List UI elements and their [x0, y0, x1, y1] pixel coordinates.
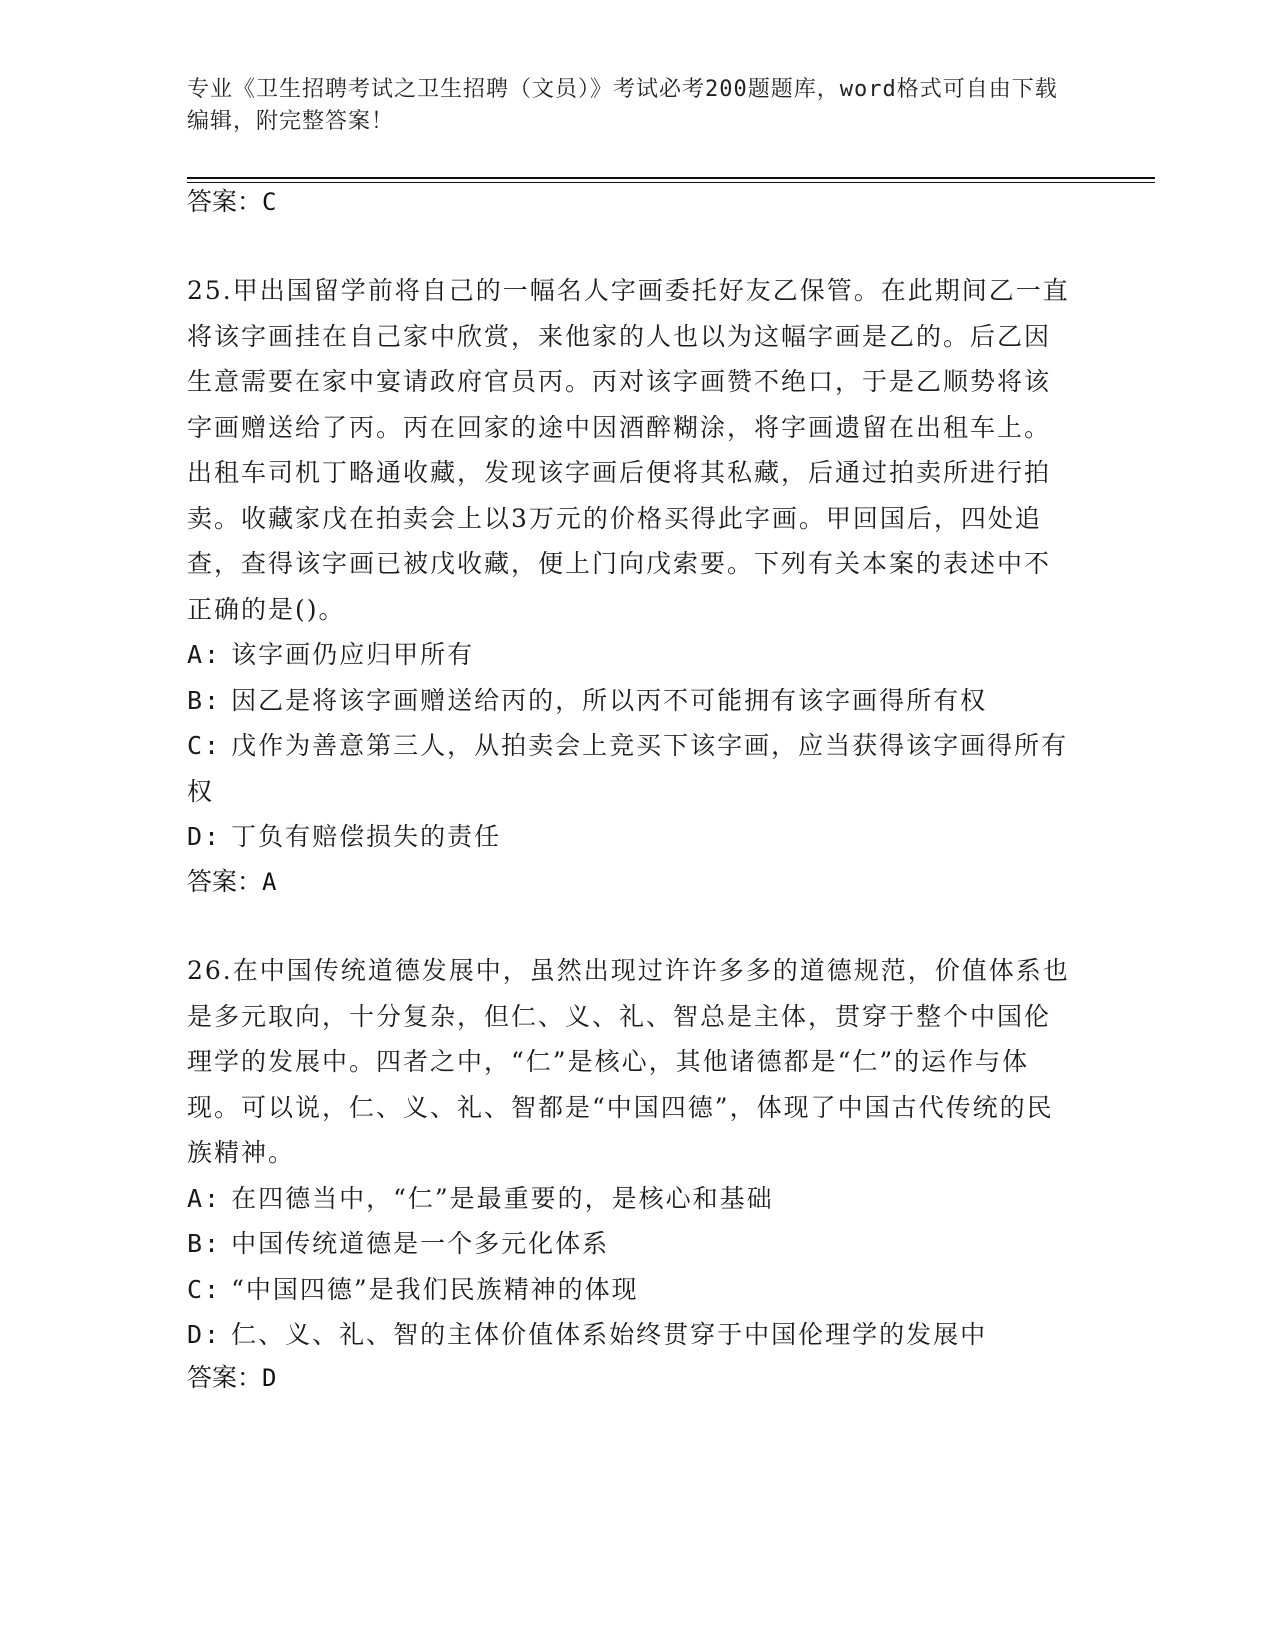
option-b: [187, 1221, 1077, 1267]
option-key: A:: [187, 1183, 222, 1213]
option-d: [187, 814, 1077, 860]
option-b: [187, 678, 1077, 724]
answer-value: A: [262, 868, 277, 896]
option-a: [187, 632, 1077, 678]
header-divider-thick: [187, 177, 1155, 179]
question-text: 甲出国留学前将自己的一幅名人字画委托好友乙保管。在此期间乙一直将该字画挂在自己家中欣赏，来他家的人也以为这幅字画是乙的。后乙因生意需要在家中宴请政府官员丙。丙对该字画赞不绝口，于是乙顺势将该字画赠送给了丙。丙在回家的途中因酒醉糊涂，将字画遗留在出租车上。出租车司机丁略通收藏，发现该字画后便将其私藏，后通过拍卖所进行拍卖。收藏家戊在拍卖会上以3万元的价格买得此字画。甲回国后，四处追查，查得该字画已被戊收藏，便上门向戊索要。下列有关本案的表述中不正确的是()。: [187, 276, 1070, 624]
option-key: C:: [187, 731, 222, 760]
question-stem: [187, 948, 1077, 1176]
option-text: “中国四德”是我们民族精神的体现: [231, 1274, 639, 1304]
answer-25: [187, 866, 276, 898]
option-key: C:: [187, 1274, 222, 1304]
answer-26: [187, 1362, 276, 1394]
option-text: 丁负有赔偿损失的责任: [231, 822, 502, 851]
option-d: [187, 1312, 1077, 1358]
option-c: [187, 1267, 1077, 1313]
question-text: 在中国传统道德发展中，虽然出现过许许多多的道德规范，价值体系也是多元取向，十分复杂，但仁、义、礼、智总是主体，贯穿于整个中国伦理学的发展中。四者之中，“仁”是核心，其他诸德都是“仁”的运作与体现。可以说，仁、义、礼、智都是“中国四德”，体现了中国古代传统的民族精神。: [187, 956, 1070, 1167]
question-25: [187, 268, 1077, 860]
option-key: B:: [187, 685, 222, 715]
answer-previous: [187, 186, 276, 218]
answer-label: 答案：: [187, 1363, 263, 1392]
question-number: 26.: [187, 956, 233, 985]
option-text: 仁、义、礼、智的主体价值体系始终贯穿于中国伦理学的发展中: [231, 1320, 988, 1349]
option-text: 戊作为善意第三人，从拍卖会上竞买下该字画，应当获得该字画得所有权: [187, 731, 1069, 806]
option-text: 因乙是将该字画赠送给丙的，所以丙不可能拥有该字画得所有权: [231, 685, 988, 715]
option-key: B:: [187, 1229, 222, 1258]
header-divider-thin: [187, 182, 1155, 183]
answer-label: 答案：: [187, 867, 263, 896]
document-header: 专业《卫生招聘考试之卫生招聘（文员）》考试必考200题题库，word格式可自由下载编辑，附完整答案！: [187, 77, 1058, 134]
option-key: A:: [187, 640, 222, 669]
option-text: 中国传统道德是一个多元化体系: [231, 1229, 610, 1258]
question-26: [187, 948, 1077, 1358]
option-c: [187, 723, 1077, 814]
option-text: 该字画仍应归甲所有: [231, 640, 475, 669]
option-text: 在四德当中，“仁”是最重要的，是核心和基础: [231, 1183, 774, 1213]
answer-label: 答案：: [187, 187, 263, 216]
option-a: [187, 1176, 1077, 1222]
question-stem: [187, 268, 1077, 632]
option-key: D:: [187, 1320, 222, 1349]
answer-value: D: [262, 1364, 277, 1392]
option-key: D:: [187, 822, 222, 851]
answer-value: C: [262, 188, 277, 216]
question-number: 25.: [187, 276, 233, 305]
